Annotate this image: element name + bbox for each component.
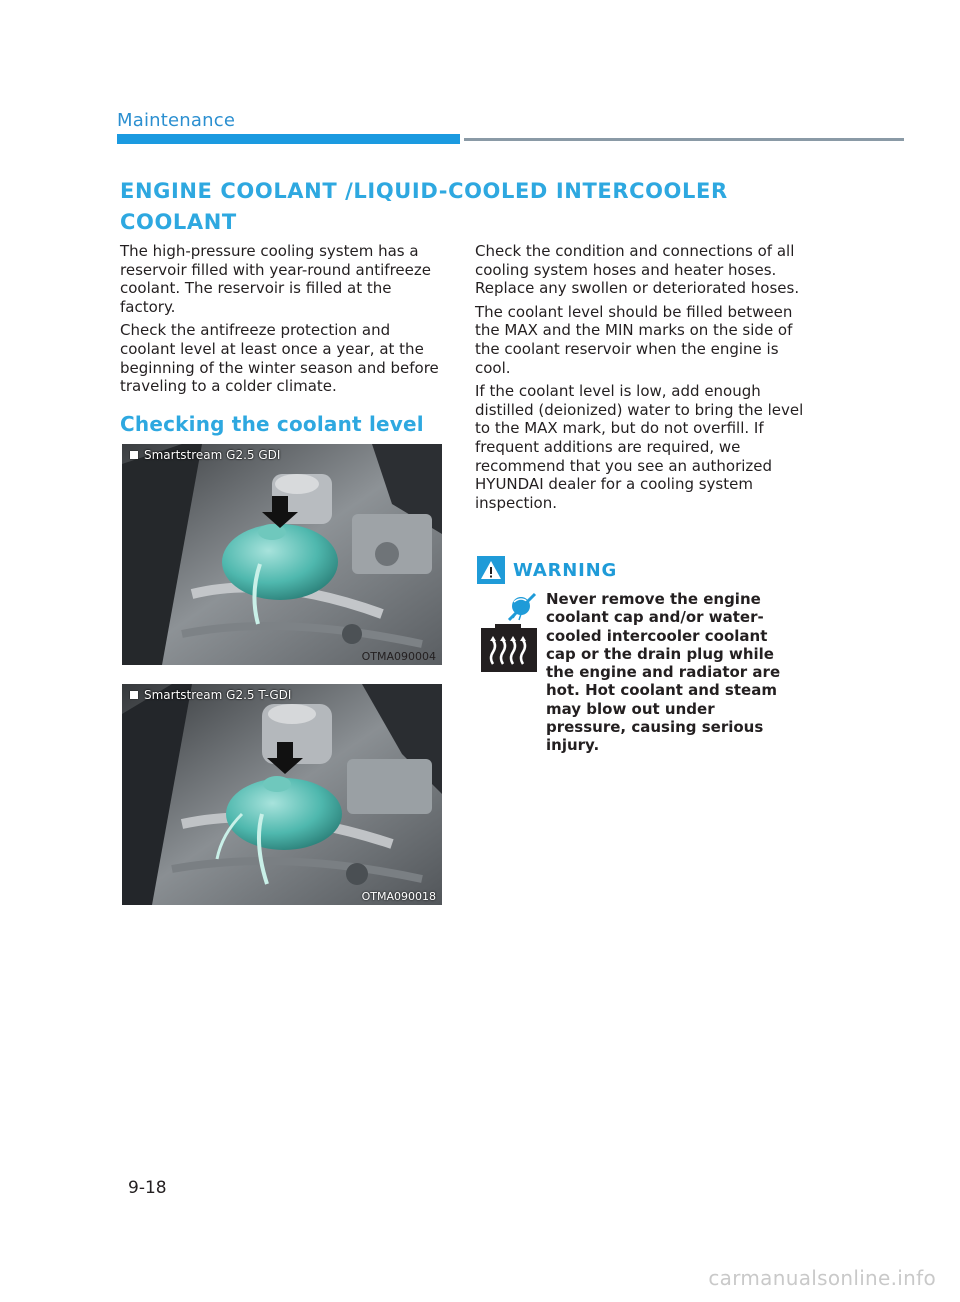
topup-paragraph: If the coolant level is low, add enough distilled (deionized) water to bring the level to the MAX mark, but do not overfill. If frequent additions are required, we recommend that you see an authorized HYUNDAI dealer for a cooling system inspection. bbox=[475, 382, 804, 512]
page-title: ENGINE COOLANT /LIQUID-COOLED INTERCOOLER COOLANT bbox=[120, 179, 728, 234]
bullet-square-icon bbox=[130, 451, 138, 459]
coolant-level-paragraph: The coolant level should be filled between the MAX and the MIN marks on the side of the coolant reservoir when the engine is cool. bbox=[475, 302, 793, 377]
section-subheading: Checking the coolant level bbox=[120, 412, 424, 436]
page-number: 9-18 bbox=[128, 1178, 167, 1198]
warning-triangle-icon bbox=[477, 556, 505, 584]
warning-text: Never remove the engine coolant cap and/or water-cooled intercooler coolant cap or the drain plug while the engine and radiator are hot. Hot coolant and steam may blow out under pressure, causing serious injury. bbox=[546, 590, 781, 755]
engine-bay-photo-tgdi bbox=[122, 684, 442, 905]
section-label: Maintenance bbox=[117, 110, 236, 131]
figure-code: OTMA090018 bbox=[361, 890, 436, 903]
watermark: carmanualsonline.info bbox=[708, 1266, 936, 1290]
header-bar-accent bbox=[117, 134, 460, 144]
figure-caption-text: Smartstream G2.5 T-GDI bbox=[144, 688, 292, 702]
warning-title: WARNING bbox=[513, 559, 618, 581]
intro-paragraph: The high-pressure cooling system has a reservoir filled with year-round antifreeze coolant. The reservoir is filled at the factory. bbox=[120, 242, 431, 316]
right-column bbox=[475, 242, 805, 517]
figure-caption bbox=[130, 448, 280, 462]
figure-caption bbox=[130, 688, 291, 702]
left-column bbox=[120, 242, 450, 401]
figure-code: OTMA090004 bbox=[361, 650, 436, 663]
header-bar-rule bbox=[464, 138, 904, 141]
warning-heading bbox=[477, 556, 617, 584]
figure-caption-text: Smartstream G2.5 GDI bbox=[144, 448, 281, 462]
antifreeze-check-paragraph: Check the antifreeze protection and coolant level at least once a year, at the beginning of the winter season and before traveling to a colder climate. bbox=[120, 321, 439, 396]
hose-check-paragraph: Check the condition and connections of all cooling system hoses and heater hoses. Replace any swollen or deteriorated hoses. bbox=[475, 242, 800, 298]
hot-coolant-icon bbox=[479, 590, 537, 672]
bullet-square-icon bbox=[130, 691, 138, 699]
engine-bay-photo-gdi bbox=[122, 444, 442, 665]
